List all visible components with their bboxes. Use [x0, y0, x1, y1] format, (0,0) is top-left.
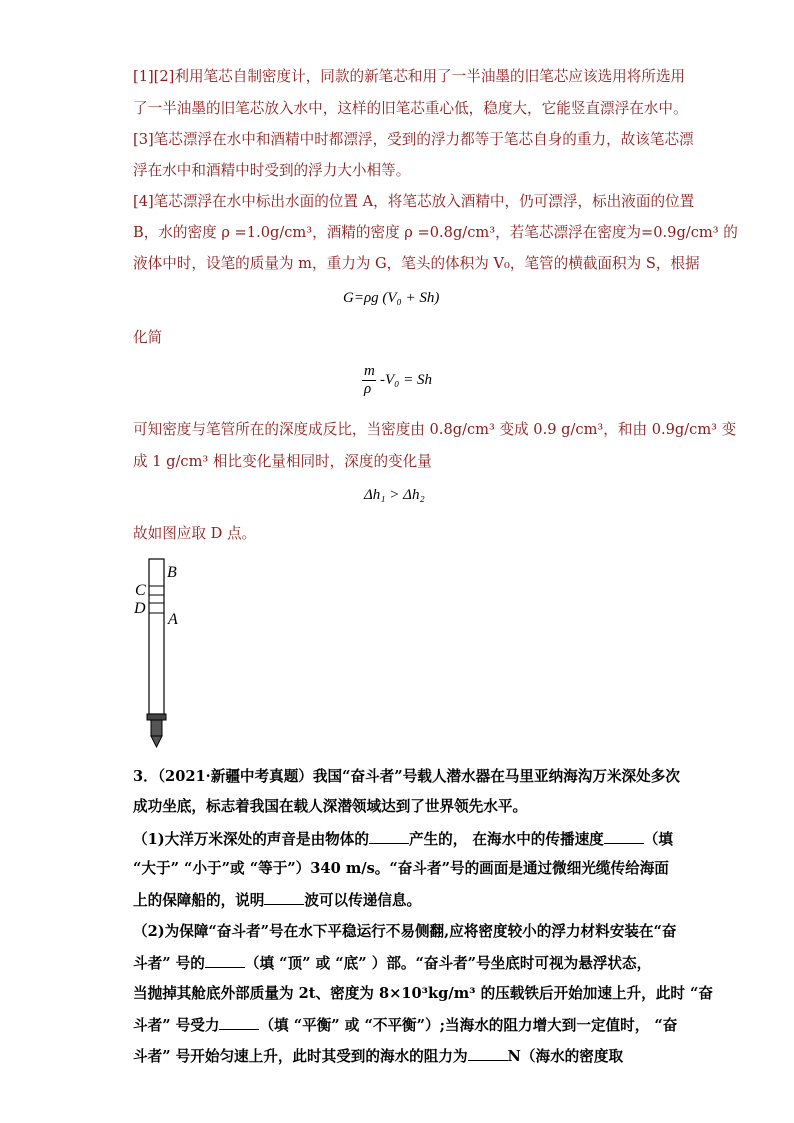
question-line-10: 斗者” 号开始匀速上升，此时其受到的海水的阻力为 N（海水的密度取 — [133, 1048, 624, 1065]
label-d: D — [134, 600, 146, 617]
explanation-line-6: B，水的密度 ρ =1.0g/cm³，酒精的密度 ρ =0.8g/cm³，若笔芯漂浮在密度为=0.9g/cm³ 的 — [133, 224, 738, 241]
formula-depth-change: Δh₁ > Δh₂ — [364, 487, 425, 503]
answer-blank-4[interactable] — [205, 953, 245, 968]
formula-rest: -V₀ = Sh — [380, 372, 432, 388]
formula-buoyancy: G=ρg (V₀ + Sh) — [343, 290, 440, 306]
answer-blank-3[interactable] — [264, 890, 304, 905]
pen-refill-diagram — [120, 555, 200, 755]
explanation-line-3: [3]笔芯漂浮在水中和酒精中时都漂浮，受到的浮力都等于笔芯自身的重力，故该笔芯漂 — [133, 131, 694, 148]
explanation-line-5: [4]笔芯漂浮在水中标出水面的位置 A，将笔芯放入酒精中，仍可漂浮，标出液面的位置 — [133, 193, 695, 210]
explanation-line-7: 液体中时，设笔的质量为 m，重力为 G，笔头的体积为 V₀，笔管的横截面积为 S，根据 — [133, 255, 700, 272]
label-c: C — [135, 582, 146, 599]
pen-refill-figure — [120, 555, 200, 755]
answer-blank-2[interactable] — [604, 829, 644, 844]
question-line-8: 当抛掉其舱底外部质量为 2t、密度为 8×10³kg/m³ 的压载铁后开始加速上升，此时 “奋 — [133, 985, 713, 1002]
explanation-line-10: 故如图应取 D 点。 — [133, 525, 257, 542]
fraction-denominator: ρ — [364, 381, 372, 397]
answer-blank-5[interactable] — [219, 1015, 259, 1030]
question-line-9: 斗者” 号受力 （填 “平衡” 或 “不平衡”）;当海水的阻力增大到一定值时， “奋 — [133, 1017, 678, 1034]
answer-blank-6[interactable] — [468, 1046, 508, 1061]
explanation-line-2: 了一半油墨的旧笔芯放入水中，这样的旧笔芯重心低，稳度大，它能竖直漂浮在水中。 — [133, 100, 688, 117]
label-b: B — [167, 564, 177, 581]
explanation-line-1: [1][2]利用笔芯自制密度计，同款的新笔芯和用了一半油墨的旧笔芯应该选用将所选用 — [133, 68, 686, 85]
explanation-line-4: 浮在水中和酒精中时受到的浮力大小相等。 — [133, 162, 411, 179]
fraction-numerator: m — [364, 363, 375, 379]
simplify-label: 化简 — [133, 329, 163, 346]
question-line-2: 成功坐底，标志着我国在载人深潜领域达到了世界领先水平。 — [133, 798, 528, 815]
question-line-7: 斗者” 号的 （填 “顶” 或 “底” ）部。“奋斗者”号坐底时可视为悬浮状态， — [133, 955, 652, 972]
explanation-line-8: 可知密度与笔管所在的深度成反比，当密度由 0.8g/cm³ 变成 0.9 g/cm³，和由 0.9g/cm³ 变 — [133, 421, 737, 438]
question-line-5: 上的保障船的，说明 波可以传递信息。 — [133, 892, 422, 909]
label-a: A — [168, 611, 178, 628]
answer-blank-1[interactable] — [369, 829, 409, 844]
question-line-4: “大于” “小于”或 “等于”）340 m/s。“奋斗者”号的画面是通过微细光缆传给海面 — [133, 860, 669, 877]
question-line-3: （1)大洋万米深处的声音是由物体的 产生的， 在海水中的传播速度 （填 — [133, 831, 673, 848]
explanation-line-9: 成 1 g/cm³ 相比变化量相同时，深度的变化量 — [133, 453, 432, 470]
question-line-1: 3．（2021·新疆中考真题）我国“奋斗者”号载人潜水器在马里亚纳海沟万米深处多次 — [133, 768, 680, 785]
question-line-6: （2)为保障“奋斗者”号在水下平稳运行不易侧翻,应将密度较小的浮力材料安装在“奋 — [133, 923, 677, 940]
